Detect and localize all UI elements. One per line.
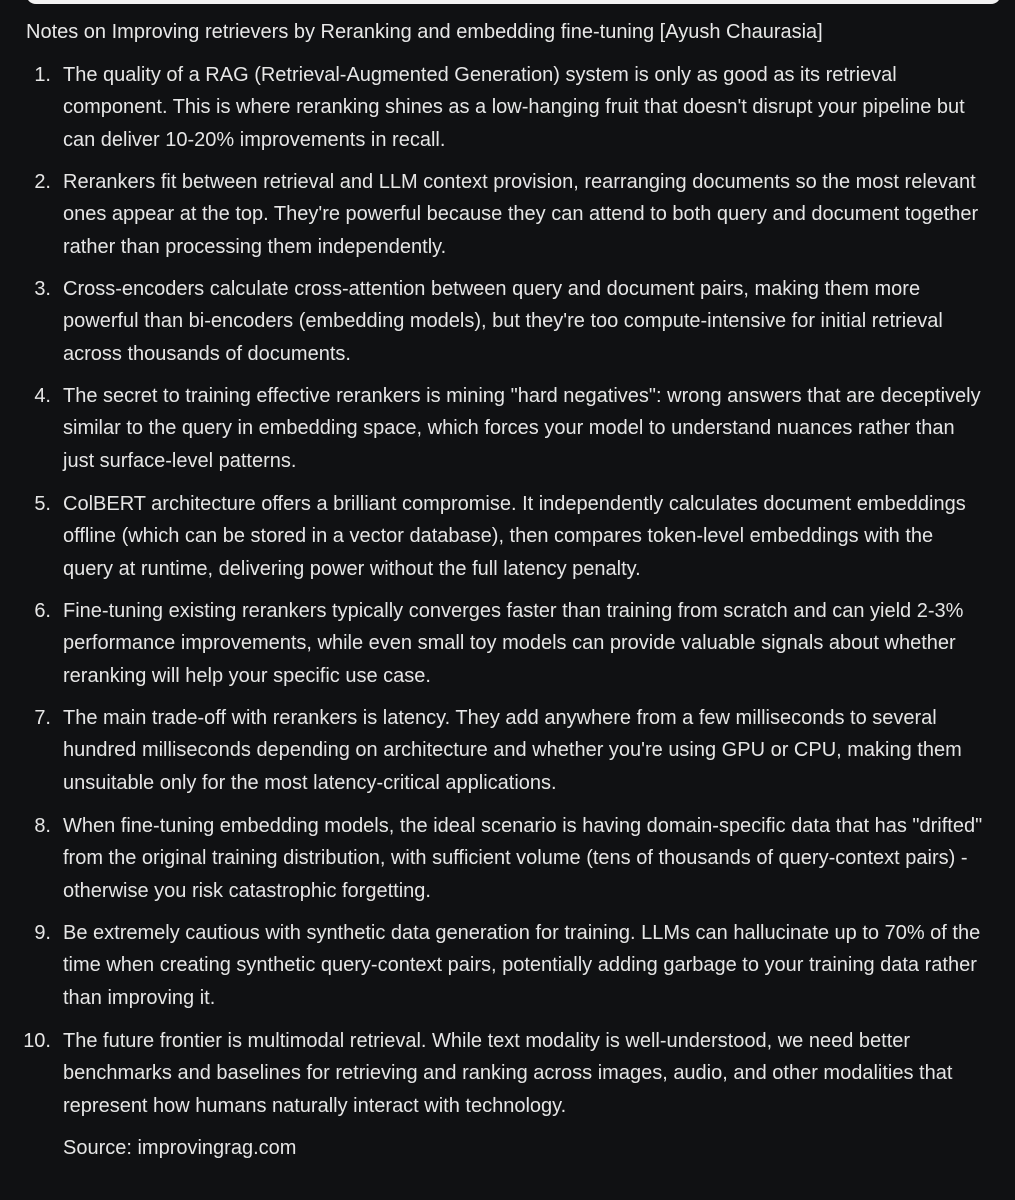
list-item-number: 10. — [23, 1030, 51, 1052]
list-item-number: 3. — [34, 278, 51, 300]
list-item-text: ColBERT architecture offers a brilliant compromise. It independently calculates document embeddings offline (which can be stored in a vector database), then compares token-level embeddings with the query at runtime, delivering power without the full latency penalty. — [63, 493, 966, 580]
list-item-text: The main trade-off with rerankers is latency. They add anywhere from a few milliseconds to several hundred milliseconds depending on architecture and whether you're using GPU or CPU, making them unsuitable only for the most latency-critical applications. — [63, 707, 962, 794]
list-item-text: Fine-tuning existing rerankers typically converges faster than training from scratch and can yield 2-3% performance improvements, while even small toy models can provide valuable signals about whether reranking will help your specific use case. — [63, 600, 964, 687]
list-item-text: Be extremely cautious with synthetic data generation for training. LLMs can hallucinate up to 70% of the time when creating synthetic query-context pairs, potentially adding garbage to your training data rather than improving it. — [63, 922, 981, 1009]
list-item-number: 9. — [34, 922, 51, 944]
list-item-number: 5. — [34, 493, 51, 515]
list-item-text: When fine-tuning embedding models, the ideal scenario is having domain-specific data that has "drifted" from the original training distribution, with sufficient volume (tens of thousands of query-context pairs) - otherwise you risk catastrophic forgetting. — [63, 815, 983, 902]
list-item-number: 4. — [34, 385, 51, 407]
list-item-text: Rerankers fit between retrieval and LLM context provision, rearranging documents so the most relevant ones appear at the top. They're powerful because they can attend to both query and document together rather than processing them independently. — [63, 171, 979, 258]
list-item-number: 2. — [34, 171, 51, 193]
list-item-text: Cross-encoders calculate cross-attention between query and document pairs, making them more powerful than bi-encoders (embedding models), but they're too compute-intensive for initial retrieval across thousands of documents. — [63, 278, 943, 365]
list-item-number: 6. — [34, 600, 51, 622]
list-item-number: 7. — [34, 707, 51, 729]
source-text: Source: improvingrag.com — [63, 1137, 297, 1159]
list-item-text: The future frontier is multimodal retrieval. While text modality is well-understood, we need better benchmarks and baselines for retrieving and ranking across images, audio, and other modalities that represent how humans naturally interact with technology. — [63, 1030, 953, 1117]
list-item-text: The quality of a RAG (Retrieval-Augmented Generation) system is only as good as its retrieval component. This is where reranking shines as a low-hanging fruit that doesn't disrupt your pipeline but can deliver 10-20% improvements in recall. — [63, 64, 965, 151]
list-item-number: 1. — [34, 64, 51, 86]
list-item-number: 8. — [34, 815, 51, 837]
list-item-text: The secret to training effective rerankers is mining "hard negatives": wrong answers that are deceptively similar to the query in embedding space, which forces your model to understand nuances rather than just surface-level patterns. — [63, 385, 981, 472]
notes-title: Notes on Improving retrievers by Reranking and embedding fine-tuning [Ayush Chaurasia] — [26, 21, 823, 43]
input-box-edge — [26, 0, 1001, 4]
